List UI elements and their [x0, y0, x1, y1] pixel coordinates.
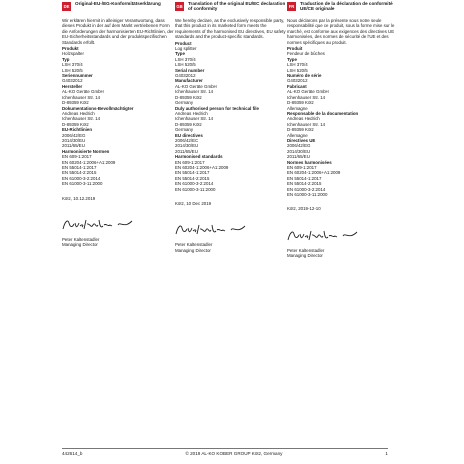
signer-name: Peter Kaltenstadler: [62, 237, 100, 242]
standard-item: EN 609-1:2017: [287, 164, 317, 170]
page-number: 1: [385, 451, 388, 456]
authorized-label: Responsable de la documentation: [287, 110, 359, 116]
directive-item: 2014/30/EU: [175, 143, 199, 149]
document-id: 442614_b: [62, 451, 83, 456]
column-header: [287, 0, 399, 18]
standard-item: EN 55014-2:2015: [287, 181, 322, 187]
product-label: Product: [175, 40, 192, 46]
signer-role: Managing Director: [62, 242, 98, 248]
place-date: Kötz, 10.12.2019: [62, 195, 96, 201]
intro-text: We hereby declare, as the exclusively responsible party, that this product in its marketed form meets the requirements of the harmonised EU directives, EU safety standards and the product-specific standards.: [175, 18, 286, 40]
manufacturer-line: AL-KO Geräte GmbH: [175, 83, 217, 89]
authorized-line: Andreas Hedrich: [287, 116, 320, 122]
serial-label: Seriennummer: [62, 73, 93, 79]
authorized-line: Ichenhauser Str. 14: [287, 121, 326, 127]
signature: [287, 228, 399, 242]
authorized-line: Andreas Hedrich: [62, 110, 95, 116]
standards-label: Normes harmonisées: [287, 159, 332, 165]
type-value: LSH 370/4: [62, 62, 83, 68]
standard-item: EN 60204-1:2006+A1:2009: [62, 159, 116, 165]
intro-text: Wir erklären hiermit in alleiniger Verantwortung, dass dieses Produkt in der auf dem Markt vertriebenen Form die Anforderungen der harmonisierten EU-Richtlinien, der EU-Sicherheitsstandards und der produktspezifischen Standards erfüllt.: [62, 18, 174, 45]
manufacturer-label: Hersteller: [62, 83, 83, 89]
signer-name: Peter Kaltenstadler: [287, 247, 325, 253]
intro-text: Nous déclarons par la présente sous notre seule responsabilité que ce produit, sous la forme mise sur le marché, est conforme aux exigences des directives UE harmonisées, des normes de sécurité de l'UE et des normes spécifiques au produit.: [287, 18, 395, 45]
standard-item: EN 61000-3-2:2014: [175, 181, 214, 187]
directive-item: 2011/65/EU: [175, 148, 198, 154]
page-footer: [62, 448, 388, 456]
standard-item: EN 55014-1:2017: [175, 170, 210, 176]
standard-item: EN 61000-3-11:2000: [175, 186, 216, 192]
standards-label: Harmonisierte Normen: [62, 148, 110, 154]
declaration-title: Original-EU-/EG-Konformitätserklärung: [75, 1, 161, 6]
type-value: LSH 370/4: [175, 56, 196, 62]
declaration-column-en: [175, 0, 287, 253]
type-label: Type: [287, 56, 297, 62]
declaration-title: Traduction de la déclaration de conformité UE/CE originale: [300, 1, 393, 12]
place-date: Kötz, 10 Dec 2019: [175, 201, 212, 206]
standard-item: EN 609-1:2017: [62, 154, 92, 160]
manufacturer-line: D-89359 Kötz: [62, 100, 89, 106]
authorized-label: Duly authorised person for technical file: [175, 105, 259, 111]
directive-item: 2006/42/EC: [175, 137, 199, 143]
copyright-notice: © 2019 AL-KO KOBER GROUP Kötz, Germany: [185, 451, 283, 456]
type-value: LSH 520/5: [175, 62, 196, 68]
type-label: Typ: [62, 56, 70, 62]
place-date: Kötz, 2019-12-10: [287, 206, 321, 212]
standard-item: EN 55014-2:2015: [175, 175, 210, 181]
authorized-label: Dokumentations-Bevollmächtigter: [62, 105, 134, 111]
product-value: Holzspalter: [62, 51, 84, 57]
standards-label: Harmonised standards: [175, 154, 223, 160]
directives-label: EU-Richtlinien: [62, 127, 93, 133]
signature: [175, 222, 287, 236]
product-value: Fendeur de bûches: [287, 51, 325, 57]
type-value: LSH 520/5: [287, 67, 308, 73]
column-header: [62, 0, 174, 18]
declaration-title: Translation of the original EU/EC declaration of conformity: [188, 1, 286, 12]
type-value: LSH 370/4: [287, 62, 308, 68]
directive-item: 2011/65/EU: [62, 143, 85, 149]
serial-value: G4032012: [287, 78, 308, 84]
product-label: Produkt: [62, 46, 79, 52]
signer-name: Peter Kaltenstadler: [175, 242, 213, 248]
authorized-line: D-89359 Kötz: [62, 121, 89, 127]
manufacturer-line: Germany: [175, 100, 194, 106]
product-value: Log splitter: [175, 46, 197, 52]
authorized-line: D-89359 Kötz: [287, 127, 314, 133]
directive-item: 2014/30/EU: [62, 137, 86, 143]
manufacturer-line: AL-KO Geräte GmbH: [287, 89, 329, 95]
directives-label: EU directives: [175, 132, 203, 138]
serial-value: G4032012: [175, 73, 196, 79]
manufacturer-line: AL-KO Geräte GmbH: [62, 89, 104, 95]
directives-label: Directives UE: [287, 137, 316, 143]
standard-item: EN 55014-1:2017: [62, 164, 97, 170]
standard-item: EN 61000-3-11:2000: [62, 181, 103, 187]
authorized-line: Andreas Hedrich: [175, 110, 208, 116]
manufacturer-line: D-89359 Kötz: [175, 94, 202, 100]
serial-value: G4032012: [62, 78, 83, 84]
product-label: Produit: [287, 46, 303, 52]
signer-role: Managing Director: [287, 253, 323, 259]
type-label: Type: [175, 51, 185, 57]
declaration-column-de: [62, 0, 174, 248]
signer-role: Managing Director: [175, 247, 211, 253]
serial-label: Numéro de série: [287, 73, 322, 79]
language-badge: DE: [62, 2, 71, 11]
standard-item: EN 60204-1:2006+A1:2009: [175, 164, 229, 170]
directive-item: 2006/42/EG: [62, 132, 86, 138]
standard-item: EN 55014-2:2015: [62, 170, 97, 176]
manufacturer-line: Ichenhauser Str. 14: [287, 94, 326, 100]
directive-item: 2011/65/EU: [287, 154, 310, 160]
declaration-column-fr: [287, 0, 399, 259]
column-header: [175, 0, 287, 18]
serial-label: Serial number: [175, 67, 205, 73]
manufacturer-line: D-89359 Kötz: [287, 100, 314, 106]
authorized-line: Allemagne: [287, 132, 308, 138]
signature: [62, 217, 174, 231]
standard-item: EN 55014-1:2017: [287, 175, 322, 181]
manufacturer-label: Fabricant: [287, 83, 307, 89]
directive-item: 2014/30/EU: [287, 148, 311, 154]
type-value: LSH 520/5: [62, 67, 83, 73]
authorized-line: Ichenhauser Str. 14: [62, 116, 101, 122]
standard-item: EN 60204-1:2006+A1:2009: [287, 170, 341, 176]
authorized-line: Germany: [175, 127, 194, 133]
standard-item: EN 609-1:2017: [175, 159, 205, 165]
standard-item: EN 61000-3-11:2000: [287, 192, 328, 197]
directive-item: 2006/42/EG: [287, 143, 311, 149]
authorized-line: D-89359 Kötz: [175, 121, 202, 127]
standard-item: EN 61000-3-2:2014: [287, 186, 326, 192]
language-badge: GB: [175, 2, 184, 11]
manufacturer-line: Allemagne: [287, 105, 308, 111]
manufacturer-line: Ichenhauser Str. 14: [62, 94, 101, 100]
manufacturer-label: Manufacturer: [175, 78, 203, 84]
authorized-line: Ichenhauser Str. 14: [175, 116, 214, 122]
manufacturer-line: Ichenhauser Str. 14: [175, 89, 214, 95]
language-badge: FR: [287, 2, 296, 11]
standard-item: EN 61000-3-2:2014: [62, 175, 101, 181]
